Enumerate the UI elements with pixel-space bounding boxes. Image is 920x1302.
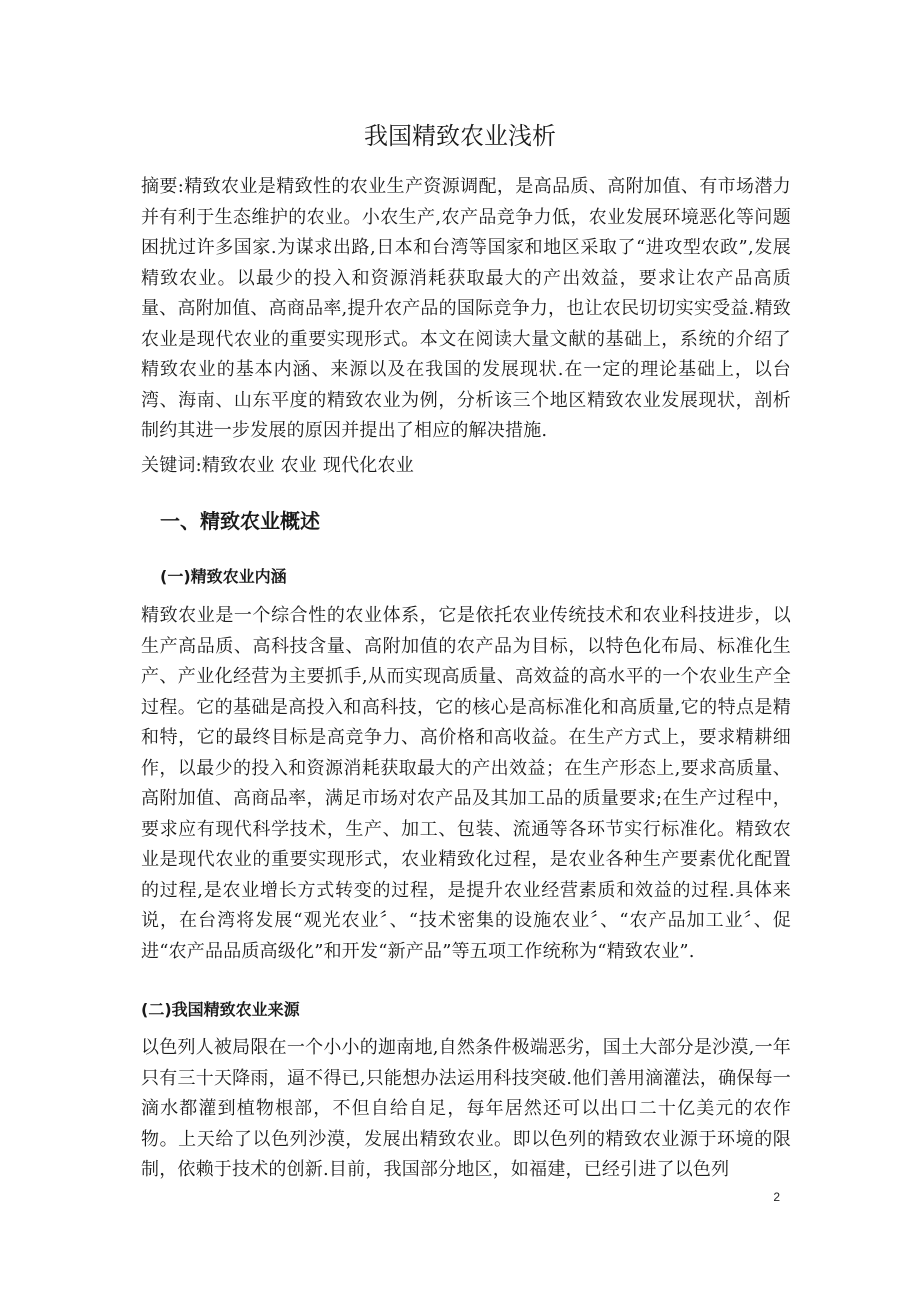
page-number: 2 (773, 1190, 780, 1204)
connotation-paragraph: 精致农业是一个综合性的农业体系，它是依托农业传统技术和农业科技进步，以生产高品质、高科技含量、高附加值的农产品为目标，以特色化布局、标准化生产、产业化经营为主要抓手,从而实现高质量、高效益的高水平的一个农业生产全过程。它的基础是高投入和高科技，它的核心是高标准化和高质量,它的特点是精和特，它的最终目标是高竞争力、高价格和高收益。在生产方式上，要求精耕细作，以最少的投入和资源消耗获取最大的产出效益；在生产形态上,要求高质量、高附加值、高商品率，满足市场对农产品及其加工品的质量要求;在生产过程中，要求应有现代科学技术，生产、加工、包装、流通等各环节实行标准化。精致农业是现代农业的重要实现形式，农业精致化过程，是农业各种生产要素优化配置的过程,是农业增长方式转变的过程，是提升农业经营素质和效益的过程.具体来说，在台湾将发展“观光农业〞、“技术密集的设施农业〞、“农产品加工业〞、促进“农产品品质高级化”和开发“新产品”等五项工作统称为“精致农业”. (141, 605, 791, 962)
subsection-heading-origin: (二)我国精致农业来源 (141, 1000, 300, 1019)
keywords-line: 关键词:精致农业 农业 现代化农业 (141, 455, 414, 476)
document-title: 我国精致农业浅析 (364, 122, 556, 150)
subsection-heading-connotation: (一)精致农业内涵 (160, 567, 287, 586)
section-heading-overview: 一、精致农业概述 (160, 509, 320, 533)
origin-paragraph: 以色列人被局限在一个小小的迦南地,自然条件极端恶劣，国土大部分是沙漠,一年只有三十天降雨，逼不得已,只能想办法运用科技突破.他们善用滴灌法，确保每一滴水都灌到植物根部，不但自给自足，每年居然还可以出口二十亿美元的农作物。上天给了以色列沙漠，发展出精致农业。即以色列的精致农业源于环境的限制，依赖于技术的创新.目前，我国部分地区，如福建，已经引进了以色列 (141, 1037, 791, 1180)
abstract-paragraph: 摘要:精致农业是精致性的农业生产资源调配，是高品质、高附加值、有市场潜力并有利于生态维护的农业。小农生产,农产品竞争力低，农业发展环境恶化等问题困扰过许多国家.为谋求出路,日本和台湾等国家和地区采取了“进攻型农政”,发展精致农业。以最少的投入和资源消耗获取最大的产出效益，要求让农产品高质量、高附加值、高商品率,提升农产品的国际竞争力，也让农民切切实实受益.精致农业是现代农业的重要实现形式。本文在阅读大量文献的基础上，系统的介绍了精致农业的基本内涵、来源以及在我国的发展现状.在一定的理论基础上，以台湾、海南、山东平度的精致农业为例，分析该三个地区精致农业发展现状，剖析制约其进一步发展的原因并提出了相应的解决措施. (141, 176, 791, 441)
